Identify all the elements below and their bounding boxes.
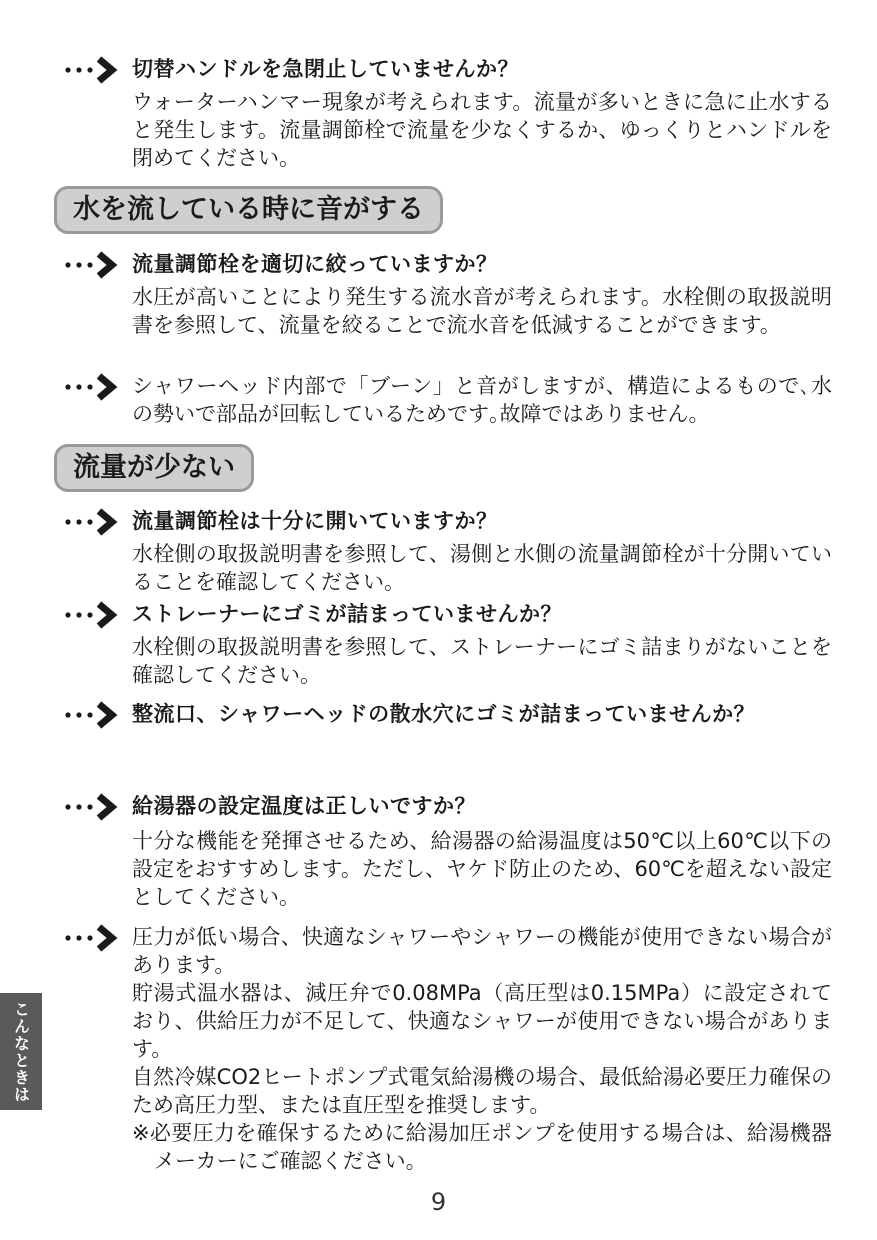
answer-text: ウォーターハンマー現象が考えられます。流量が多いときに急に止水すると発生します。流量調節栓で流量を少なくするか、ゆっくりとハンドルを閉めてください。 xyxy=(132,90,832,170)
intro-text: 圧力が低い場合、快適なシャワーやシャワーの機能が使用できない場合があります。 xyxy=(132,925,832,977)
section-heading-low-flow: 流量が少ない xyxy=(54,444,254,492)
arrow-bullet-icon xyxy=(62,504,124,538)
arrow-bullet-icon xyxy=(62,597,124,631)
arrow-bullet-icon xyxy=(62,697,124,731)
question-text: 流量調節栓は十分に開いていますか？ xyxy=(132,509,498,533)
answer-text xyxy=(132,923,832,1175)
answer-text: 水圧が高いことにより発生する流水音が考えられます。水栓側の取扱説明書を参照して、流量を絞ることで流水音を低減することができます。 xyxy=(132,285,832,337)
question-text: 整流口、シャワーヘッドの散水穴にゴミが詰まっていませんか？ xyxy=(132,702,756,726)
question-text: ストレーナーにゴミが詰まっていませんか？ xyxy=(132,602,562,626)
question-text: 流量調節栓を適切に絞っていますか？ xyxy=(132,252,498,276)
pump-note-text: ※必要圧力を確保するために給湯加圧ポンプを使用する場合は、給湯機器メーカーにご確認ください。 xyxy=(132,1121,832,1173)
storage-heater-text: 貯湯式温水器は、減圧弁で0.08MPa（高圧型は0.15MPa）に設定されており、供給圧力が不足して、快適なシャワーが使用できない場合があります。 xyxy=(132,981,832,1061)
arrow-bullet-icon xyxy=(62,247,124,281)
question-text: 給湯器の設定温度は正しいですか？ xyxy=(132,794,476,818)
answer-text: 水栓側の取扱説明書を参照して、湯側と水側の流量調節栓が十分開いていることを確認してください。 xyxy=(132,542,832,594)
side-index-tab: こんなときは xyxy=(0,993,42,1110)
page-number: 9 xyxy=(430,1188,447,1216)
answer-text: 水栓側の取扱説明書を参照して、ストレーナーにゴミ詰まりがないことを確認してください。 xyxy=(132,635,832,687)
answer-text: 十分な機能を発揮させるため、給湯器の給湯温度は50℃以上60℃以下の設定をおすすめします。ただし、ヤケド防止のため、60℃を超えない設定としてください。 xyxy=(132,829,832,909)
section-heading-noise: 水を流している時に音がする xyxy=(54,186,443,234)
note-text: シャワーヘッド内部で「ブーン」と音がしますが、構造によるもので､水の勢いで部品が回転しているためです｡故障ではありません｡ xyxy=(132,374,832,426)
heat-pump-text: 自然冷媒CO2ヒートポンプ式電気給湯機の場合、最低給湯必要圧力確保のため高圧力型、または直圧型を推奨します。 xyxy=(132,1065,832,1117)
question-text: 切替ハンドルを急閉止していませんか？ xyxy=(132,57,519,81)
arrow-bullet-icon xyxy=(62,920,124,954)
arrow-bullet-icon xyxy=(62,369,124,403)
arrow-bullet-icon xyxy=(62,52,124,86)
arrow-bullet-icon xyxy=(62,789,124,823)
